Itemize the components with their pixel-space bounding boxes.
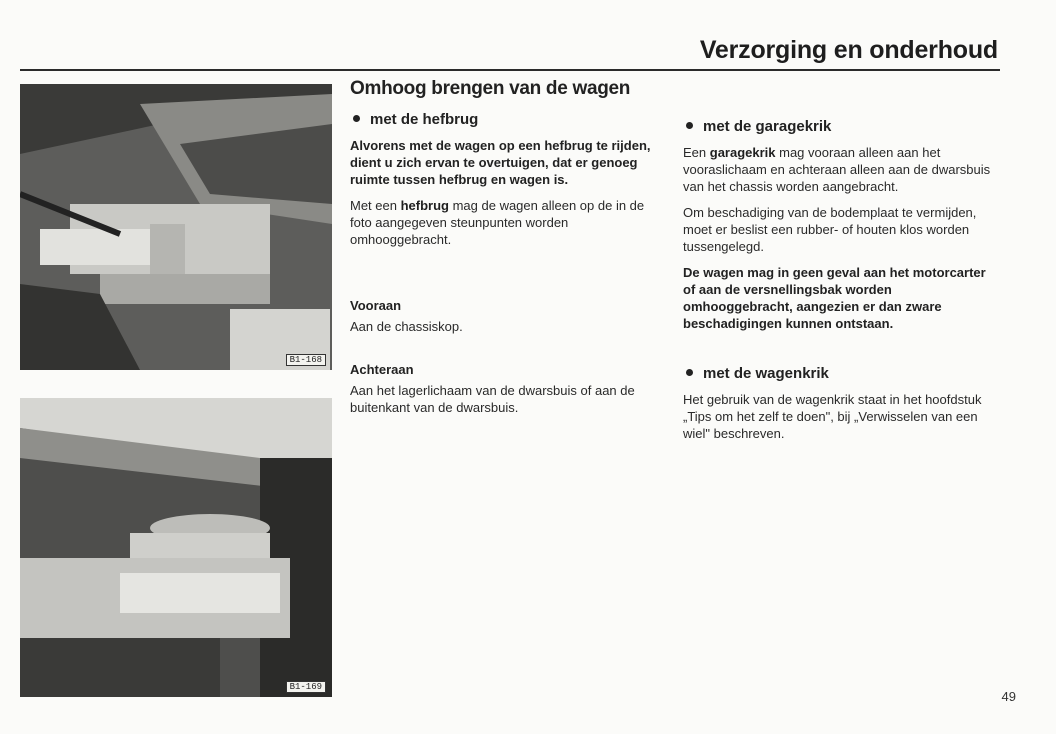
bullet-icon	[686, 122, 693, 129]
photo-rear-lift-point	[20, 398, 332, 697]
vooraan-text: Aan de chassiskop.	[350, 319, 463, 334]
photo-front-illustration	[20, 84, 332, 370]
heading-wagenkrik: met de wagenkrik	[683, 365, 1001, 382]
heading-garagekrik: met de garagekrik	[683, 118, 1001, 135]
heading-achteraan: Achteraan	[350, 362, 414, 377]
achteraan-text: Aan het lagerlichaam van de dwarsbuis of aan de buitenkant van de dwarsbuis.	[350, 383, 635, 415]
bullet-icon	[353, 115, 360, 122]
page-title: Verzorging en onderhoud	[699, 36, 998, 64]
middle-column	[350, 80, 668, 425]
photo-front-lift-point	[20, 84, 332, 370]
garagekrik-warning: De wagen mag in geen geval aan het motorcarter of aan de versnellingsbak worden omhooggebracht, aangezien er dan zware beschadigingen kunnen ontstaan.	[683, 265, 986, 331]
photo-label: B1-168	[286, 354, 326, 366]
heading-hefbrug: met de hefbrug	[350, 111, 668, 128]
page-number: 49	[1001, 689, 1016, 704]
hefbrug-text: Met een hefbrug mag de wagen alleen op de in de foto aangegeven steunpunten worden omhooggebracht.	[350, 198, 645, 247]
wagenkrik-text: Het gebruik van de wagenkrik staat in het hoofdstuk „Tips om het zelf te doen", bij „Verwisselen van een wiel" beschreven.	[683, 392, 982, 441]
right-column	[683, 118, 1001, 451]
garagekrik-text-2: Om beschadiging van de bodemplaat te vermijden, moet er beslist een rubber- of houten klos worden tussengelegd.	[683, 205, 977, 254]
section-title: Omhoog brengen van de wagen	[350, 78, 631, 99]
garagekrik-text: Een garagekrik mag vooraan alleen aan het vooraslichaam en achteraan alleen aan de dwarsbuis van het chassis worden aangebracht.	[683, 145, 991, 194]
heading-vooraan: Vooraan	[350, 298, 402, 313]
photo-rear-illustration	[20, 398, 332, 697]
header-rule	[20, 69, 1000, 71]
photo-label: B1-169	[286, 681, 326, 693]
bullet-icon	[686, 369, 693, 376]
hefbrug-warning: Alvorens met de wagen op een hefbrug te rijden, dient u zich ervan te overtuigen, dat er genoeg ruimte tussen hefbrug en wagen is.	[350, 138, 651, 187]
